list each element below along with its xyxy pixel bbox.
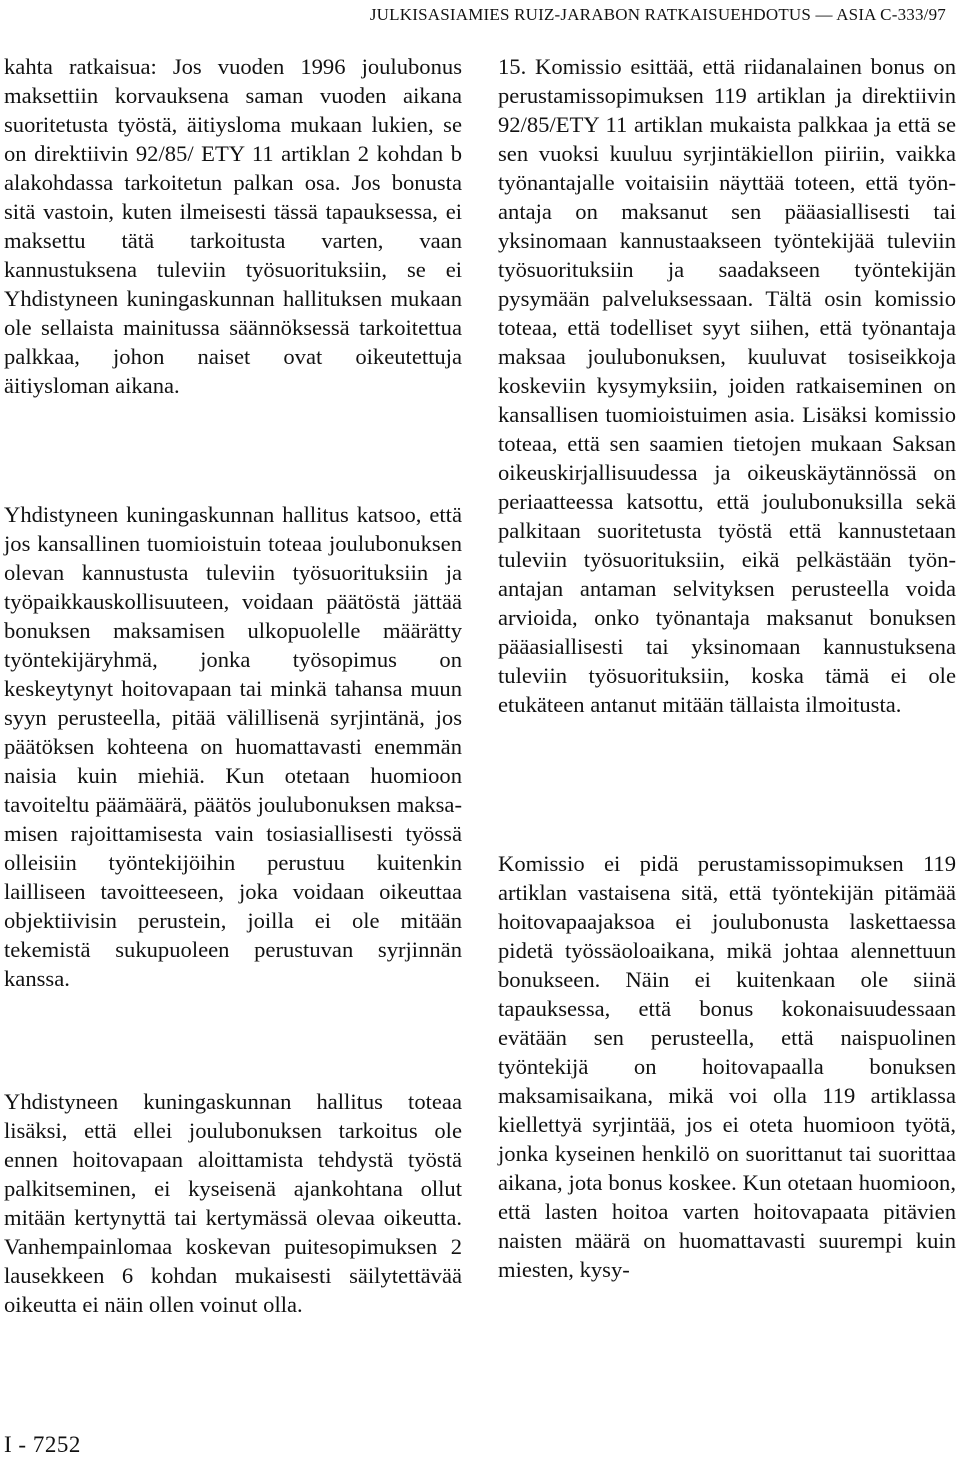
page-number: I - 7252 bbox=[4, 1432, 81, 1457]
left-paragraph-1: kahta ratkaisua: Jos vuoden 1996 joulubonus maksettiin korvauksena saman vuoden aikana suoritetusta työstä, äitiysloma mukaan lukien, se on direktiivin 92/85/ ETY 11 artiklan 2 kohdan b alakohdassa tarkoitetun palkan osa. Jos bonusta sitä vastoin, kuten ilmeisesti tässä tapauksessa, ei maksettu tätä tarkoitusta varten, vaan kannustuksena tuleviin työsuorituksiin, se ei Yhdistyneen kuningaskunnan hallituksen mukaan ole sellaista mainitussa säännöksessä tarkoitettua palkkaa, johon naiset ovat oikeutettuja äitiysloman aikana. bbox=[4, 54, 462, 398]
right-paragraph-2: Komissio ei pidä perustamissopimuksen 119 artiklan vastaisena sitä, että työntekijän pitämää hoitovapaajaksoa ei joulubonusta laskettaessa pidetä työssäoloaikana, mikä johtaa alennettuun bonukseen. Näin ei kuitenkaan ole siinä tapauksessa, että bonus kokonaisuudessaan evätään sen perusteella, että naispuolinen työntekijä on hoitovapaalla bonuksen maksamisaikana, mikä voi olla 119 artiklassa kiellettyä syrjintää, jos ei oteta huomioon työtä, jonka kyseinen henkilö on suorittanut tai suorittaa aikana, jota bonus koskee. Kun otetaan huomioon, että lasten hoitoa varten hoitovapaata pitävien naisten määrä on huomattavasti suurempi kuin miesten, kysy- bbox=[498, 851, 956, 1282]
left-paragraph-3: Yhdistyneen kuningaskunnan hallitus toteaa lisäksi, että ellei joulubonuksen tarkoitus ole ennen hoitovapaan aloittamista tehdystä työstä palkitseminen, ei kyseisenä ajankohtana ollut mitään kertynyttä tai kertymässä olevaa oikeutta. Vanhempainlomaa koskevan puitesopimuksen 2 lausekkeen 6 kohdan mukaisesti säilytettävää oikeutta ei näin ollen voinut olla. bbox=[4, 1089, 462, 1317]
right-paragraph-1: 15. Komissio esittää, että riidanalainen bonus on perustamissopimuksen 119 artiklan ja direktiivin 92/85/ETY 11 artiklan mukaista palkkaa ja että se sen vuoksi kuuluu syrjintäkiellon piiriin, vaikka työnantajalle voitaisiin näyttää toteen, että työnantaja on maksanut sen pääasiallisesti tai yksinomaan kannustaakseen työntekijää tuleviin työsuorituksiin ja saadakseen työntekijän pysymään palveluksessaan. Tältä osin komissio toteaa, että todelliset syyt siihen, että työnantaja maksaa joulubonuksen, kuuluvat tosiseikkoja koskeviin kysymyksiin, joiden ratkaiseminen on kansallisen tuomioistuimen asia. Lisäksi komissio toteaa, että sen saamien tietojen mukaan Saksan oikeuskirjallisuudessa ja oikeuskäytännössä on periaatteessa katsottu, että joulubonuksilla sekä palkitaan suoritetusta työstä että kannustetaan tuleviin työsuorituksiin, eikä pelkästään työnantajan antaman selvityksen perusteella voida arvioida, onko työnantaja maksanut bonuksen pääasiallisesti tai yksinomaan kannustuksena tuleviin työsuorituksiin, koska tämä ei ole etukäteen antanut mitään tällaista ilmoitusta. bbox=[498, 54, 956, 717]
left-column bbox=[4, 52, 462, 1319]
running-header: JULKISASIAMIES RUIZ-JARABON RATKAISUEHDOTUS — ASIA C-333/97 bbox=[369, 5, 946, 24]
right-column bbox=[498, 52, 956, 1284]
left-paragraph-2: Yhdistyneen kuningaskunnan hallitus katsoo, että jos kansallinen tuomioistuin toteaa joulubonuksen olevan kannustusta tuleviin työsuorituksiin ja työpaikkauskollisuuteen, voidaan päätöstä jättää bonuksen maksamisen ulkopuolelle määrätty työntekijäryhmä, jonka työsopimus on keskeytynyt hoitovapaan tai minkä tahansa muun syyn perusteella, pitää välillisenä syrjintänä, jos päätöksen kohteena on huomattavasti enemmän naisia kuin miehiä. Kun otetaan huomioon tavoiteltu päämäärä, päätös joulubonuksen maksamisen rajoittamisesta vain tosiasiallisesti työssä olleisiin työntekijöihin perustuu kuitenkin lailliseen tavoitteeseen, joka voidaan oikeuttaa objektiivisin perustein, joilla ei ole mitään tekemistä sukupuoleen perustuvan syrjinnän kanssa. bbox=[4, 502, 462, 991]
